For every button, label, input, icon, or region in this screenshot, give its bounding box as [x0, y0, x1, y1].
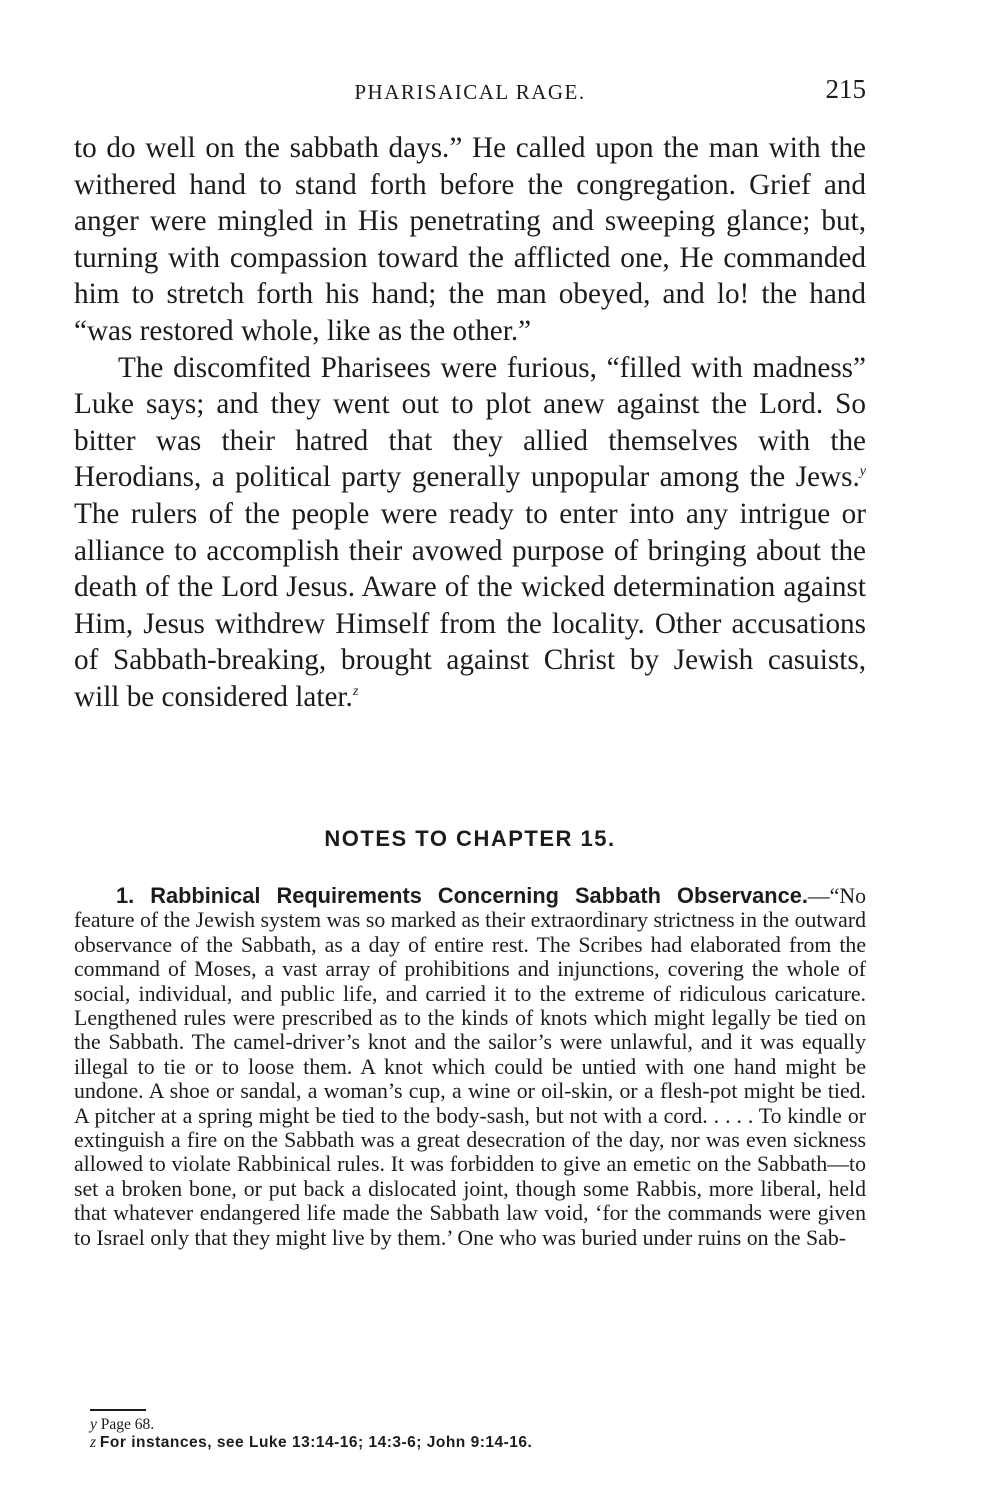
running-head	[74, 72, 866, 112]
paragraph-text: The discomfited Pharisees were furious, “filled with madness” Luke says; and they went out to plot anew against the Lord. So bitter was their hatred that they allied themselves with the Herodians, a political party generally unpopular among the Jews.	[74, 351, 866, 494]
notes-heading: NOTES TO CHAPTER 15.	[324, 826, 616, 851]
note-1	[74, 884, 866, 1250]
footnote-text: Page 68.	[100, 1416, 155, 1433]
paragraph-text: to do well on the sabbath days.” He called upon the man with the withered hand to stand forth before the congregation. Grief and anger were mingled in His penetrating and sweeping glance; but, turning with compassion toward the afflicted one, He commanded him to stretch forth his hand; the man obeyed, and lo! the hand “was restored whole, like as the other.”	[74, 132, 866, 347]
footnote-ref-z[interactable]: z	[352, 683, 359, 699]
footnote-mark: z	[90, 1434, 97, 1451]
note-title: 1. Rabbinical Requirements Concerning Sabbath Observance.	[116, 883, 808, 908]
footnote-text: For instances, see Luke 13:14-16; 14:3-6; John 9:14-16.	[99, 1434, 533, 1451]
note-text: —“No feature of the Jewish system was so marked as their extraordinary strictness in the outward observance of the Sabbath, as a day of entire rest. The Scribes had elaborated from the command of Moses, a vast array of prohibitions and injunctions, covering the whole of social, individual, and public life, and carried it to the extreme of ridiculous caricature. Lengthened rules were prescribed as to the kinds of knots which might legally be tied on the Sabbath. The camel-driver’s knot and the sailor’s were unlawful, and it was equally illegal to tie or to loose them. A knot which could be untied with one hand might be undone. A shoe or sandal, a woman’s cup, a wine or oil-skin, or a flesh-pot might be tied. A pitcher at a spring might be tied to the body-sash, but not with a cord. . . . . To kindle or extinguish a fire on the Sabbath was a great desecration of the day, nor was even sickness allowed to violate Rabbinical rules. It was forbidden to give an emetic on the Sabbath—to set a broken bone, or put back a dislocated joint, though some Rabbis, more liberal, held that whatever endangered life made the Sabbath law void, ‘for the commands were given to Israel only that they might live by them.’ One who was buried under ruins on the Sab-	[74, 884, 866, 1250]
footnote-z	[90, 1434, 790, 1452]
page-number: 215	[825, 74, 866, 104]
paragraph-text: The rulers of the people were ready to enter into any intrigue or alliance to accomplish their avowed purpose of bringing about the death of the Lord Jesus. Aware of the wicked determination against Him, Jesus withdrew Himself from the locality. Other accusations of Sabbath-breaking, brought against Christ by Jewish casuists, will be considered later.	[74, 497, 866, 713]
chapter-body	[74, 130, 866, 716]
footnote-mark: y	[90, 1416, 97, 1433]
footnote-divider	[90, 1409, 146, 1411]
footnote-y	[90, 1416, 790, 1434]
running-title: PHARISAICAL RAGE.	[354, 80, 586, 104]
paragraph	[74, 350, 866, 716]
paragraph-continued	[74, 130, 866, 350]
footnote-ref-y[interactable]: y	[859, 464, 866, 480]
footnotes	[90, 1416, 790, 1452]
